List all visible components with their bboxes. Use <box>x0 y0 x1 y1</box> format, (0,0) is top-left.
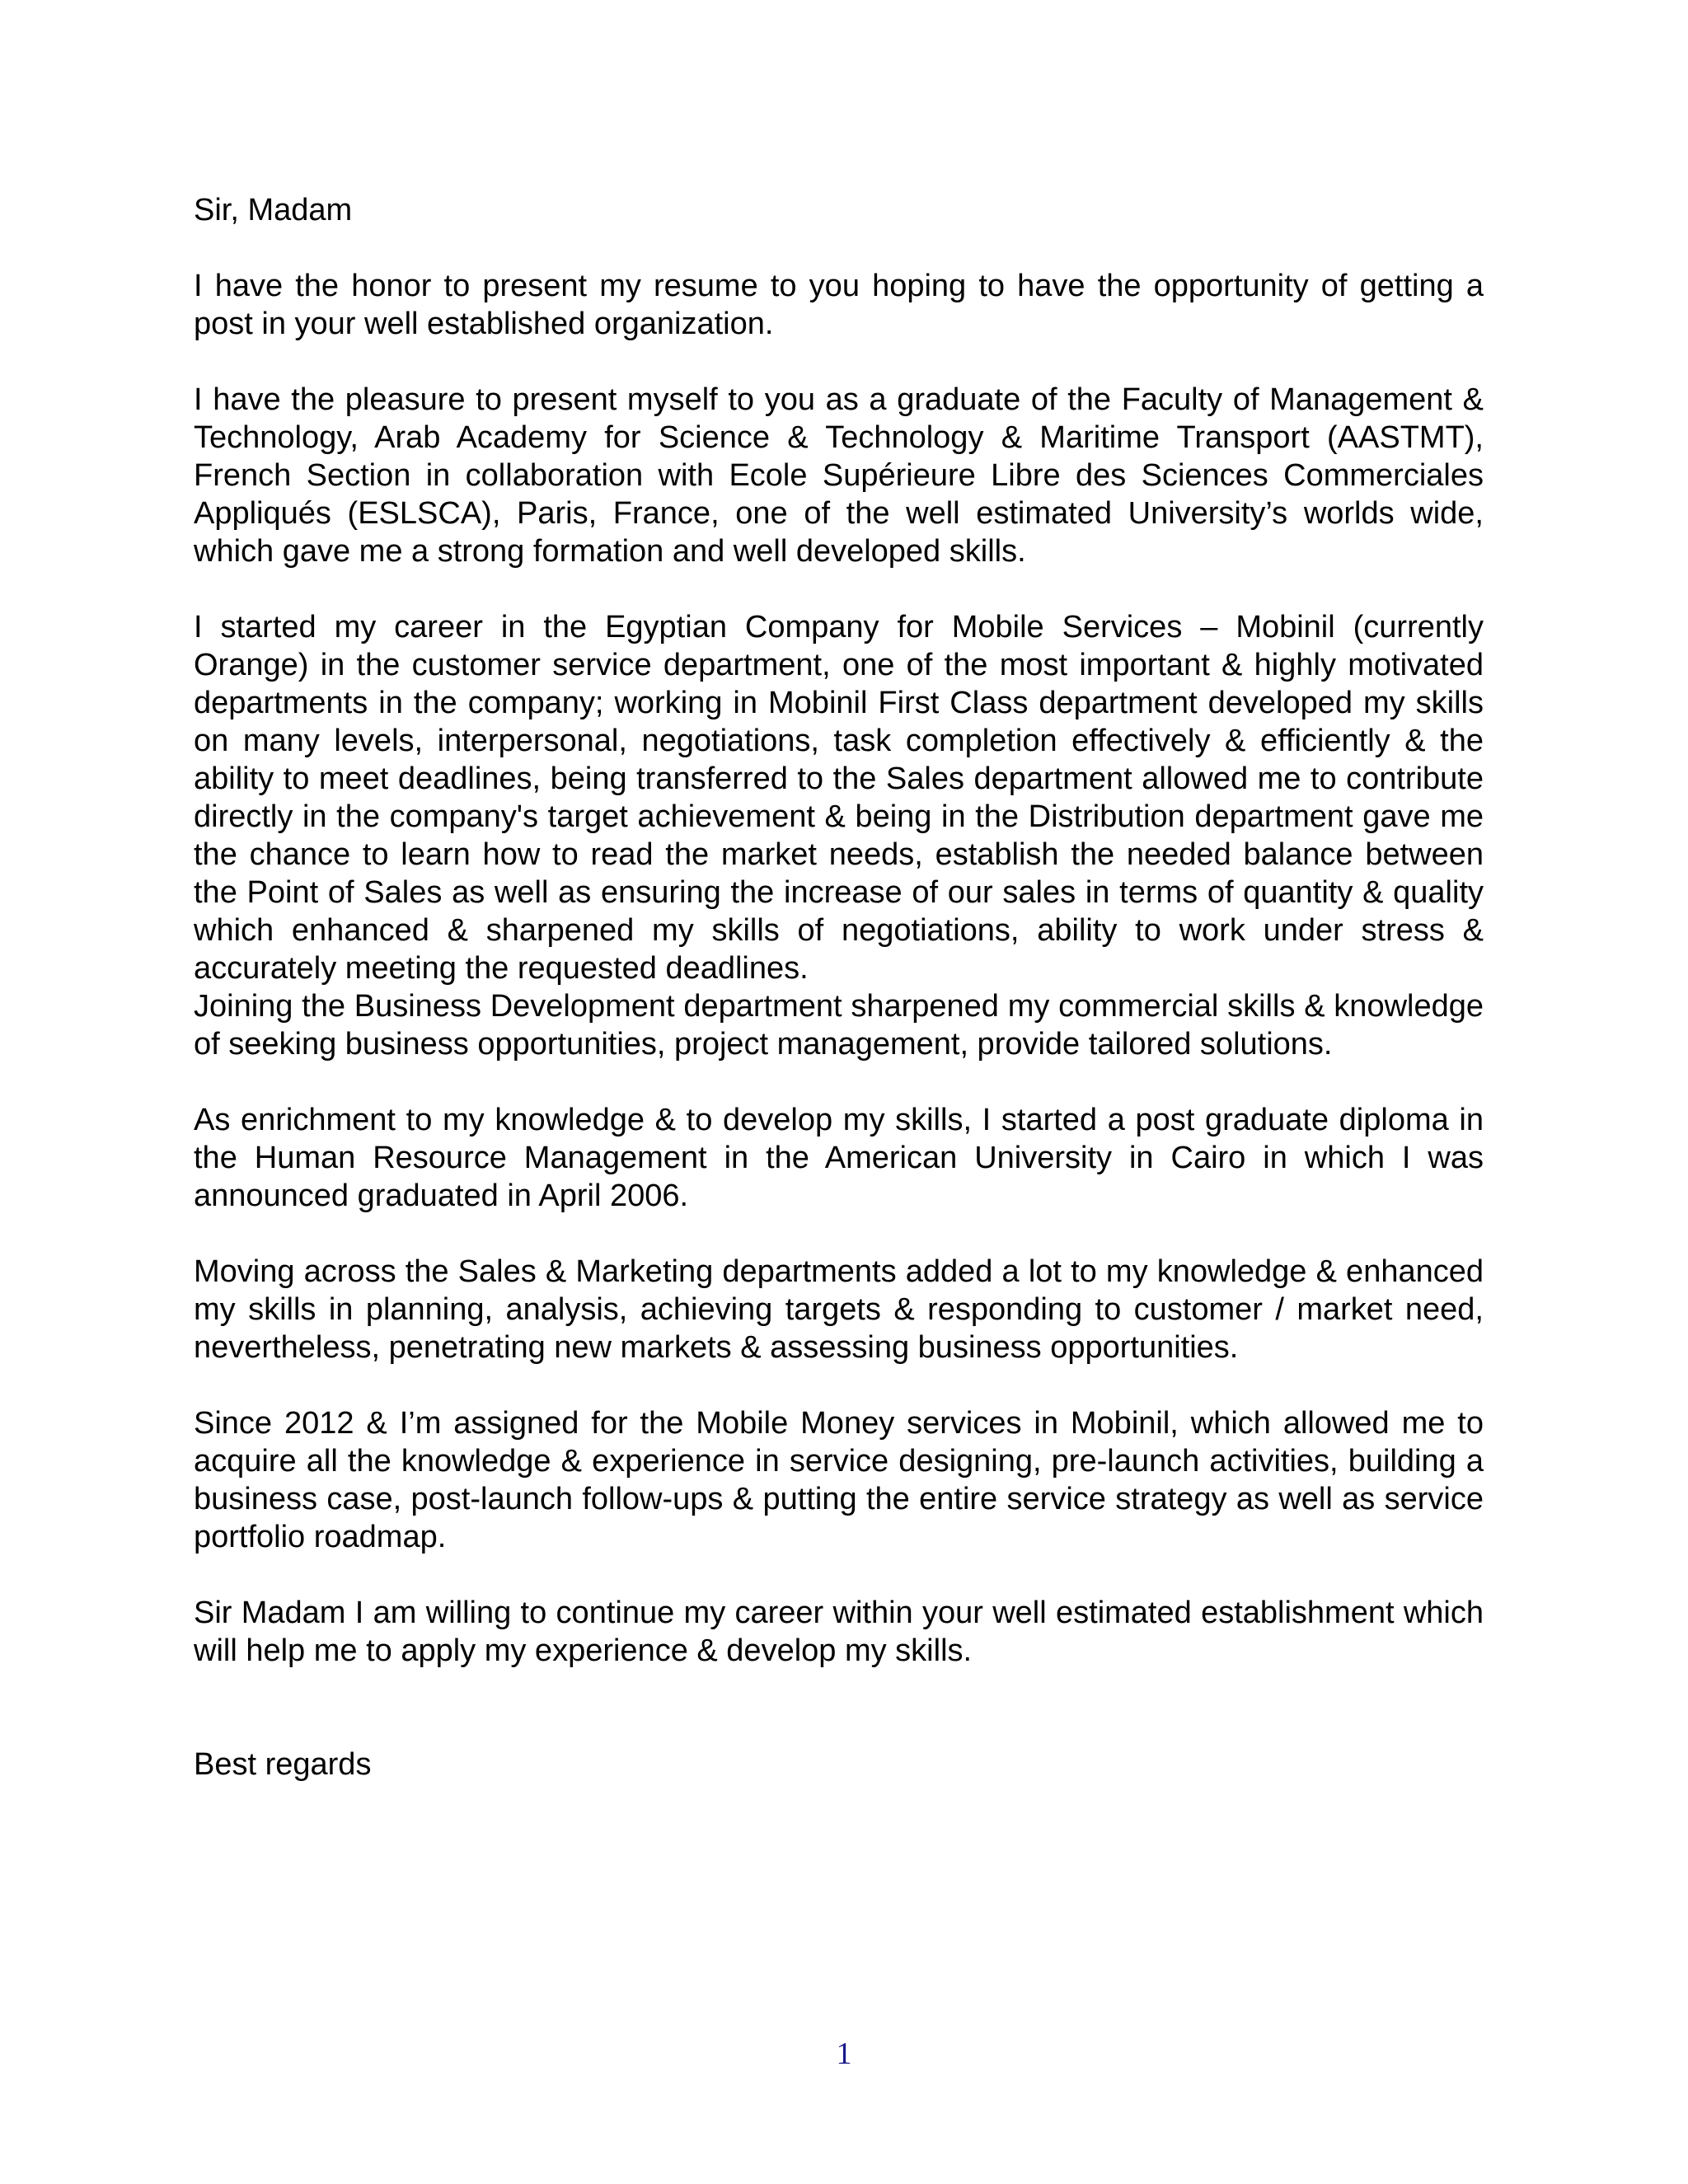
closing: Best regards <box>194 1747 372 1782</box>
paragraph-business-development: Joining the Business Development department sharpened my commercial skills & knowledge of seeking business opportunities, project management, provide tailored solutions. <box>194 989 1484 1062</box>
paragraph-introduction: I have the honor to present my resume to you hoping to have the opportunity of getting a post in your well established organization. <box>194 269 1484 341</box>
paragraph-education: I have the pleasure to present myself to you as a graduate of the Faculty of Management & Technology, Arab Academy for Science & Technology & Maritime Transport (AASTMT), French Section in collaboration with Ecole Supérieure Libre des Sciences Commerciales Appliqués (ESLSCA), Paris, France, one of the well estimated University’s worlds wide, which gave me a strong formation and well developed skills. <box>194 382 1484 569</box>
paragraph-postgraduate-diploma: As enrichment to my knowledge & to develop my skills, I started a post graduate diploma in the Human Resource Management in the American University in Cairo in which I was announced graduated in April 2006. <box>194 1103 1484 1213</box>
salutation: Sir, Madam <box>194 193 353 227</box>
paragraph-mobile-money: Since 2012 & I’m assigned for the Mobile Money services in Mobinil, which allowed me to acquire all the knowledge & experience in service designing, pre-launch activities, building a business case, post-launch follow-ups & putting the entire service strategy as well as service portfolio roadmap. <box>194 1406 1484 1554</box>
paragraph-sales-marketing: Moving across the Sales & Marketing departments added a lot to my knowledge & enhanced my skills in planning, analysis, achieving targets & responding to customer / market need, nevertheless, penetrating new markets & assessing business opportunities. <box>194 1254 1484 1365</box>
paragraph-career-start: I started my career in the Egyptian Company for Mobile Services – Mobinil (currently Orange) in the customer service department, one of the most important & highly motivated departments in the company; working in Mobinil First Class department developed my skills on many levels, interpersonal, negotiations, task completion effectively & efficiently & the ability to meet deadlines, being transferred to the Sales department allowed me to contribute directly in the company's target achievement & being in the Distribution department gave me the chance to learn how to read the market needs, establish the needed balance between the Point of Sales as well as ensuring the increase of our sales in terms of quantity & quality which enhanced & sharpened my skills of negotiations, ability to work under stress & accurately meeting the requested deadlines. <box>194 610 1484 986</box>
cover-letter-body <box>194 191 1484 1783</box>
paragraph-conclusion: Sir Madam I am willing to continue my career within your well estimated establishment which will help me to apply my experience & develop my skills. <box>194 1596 1484 1668</box>
page-number: 1 <box>836 2036 852 2071</box>
